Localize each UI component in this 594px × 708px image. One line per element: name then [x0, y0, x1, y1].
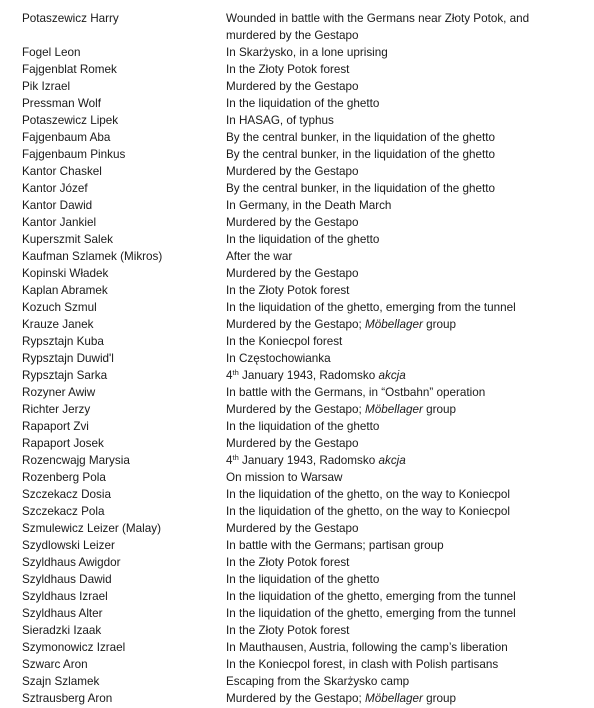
fate-description — [226, 112, 576, 129]
fate-segment: In Germany, in the Death March — [226, 199, 392, 212]
fate-segment: Möbellager — [365, 692, 423, 705]
fate-segment: Escaping from the Skarżysko camp — [226, 675, 410, 688]
person-name: Fajgenbaum Pinkus — [22, 148, 126, 161]
fate-segment: akcja — [378, 369, 406, 382]
fate-segment: In Skarżysko, in a lone uprising — [226, 46, 388, 59]
person-name: Kuperszmit Salek — [22, 233, 113, 246]
fate-description — [226, 401, 576, 418]
person-name: Pik Izrael — [22, 80, 71, 93]
fate-segment: Murdered by the Gestapo — [226, 522, 359, 535]
fate-segment: 4 — [226, 454, 233, 467]
person-name: Kantor Dawid — [22, 199, 93, 212]
fate-segment: January 1943, Radomsko — [238, 454, 379, 467]
person-name: Kantor Jankiel — [22, 216, 97, 229]
person-name: Pressman Wolf — [22, 97, 102, 110]
fate-segment: In the Złoty Potok forest — [226, 63, 350, 76]
fate-segment: In the liquidation of the ghetto, on the way to Koniecpol — [226, 488, 510, 501]
person-name: Richter Jerzy — [22, 403, 91, 416]
fate-segment: group — [422, 403, 456, 416]
fate-segment: By the central bunker, in the liquidation of the ghetto — [226, 131, 495, 144]
fate-description — [226, 350, 576, 367]
fate-segment: Murdered by the Gestapo; — [226, 403, 366, 416]
person-name: Szczekacz Pola — [22, 505, 105, 518]
fate-segment: In Częstochowianka — [226, 352, 331, 365]
fate-segment: 4 — [226, 369, 233, 382]
fate-segment: In the Złoty Potok forest — [226, 556, 350, 569]
fate-segment: Murdered by the Gestapo — [226, 80, 359, 93]
person-name: Rypsztajn Duwid'l — [22, 352, 114, 365]
fate-segment: In the Koniecpol forest — [226, 335, 343, 348]
fate-segment: In the liquidation of the ghetto — [226, 420, 380, 433]
person-name: Szyldhaus Dawid — [22, 573, 112, 586]
fate-description — [226, 588, 576, 605]
person-name: Szymonowicz Izrael — [22, 641, 126, 654]
fate-segment: In Mauthausen, Austria, following the camp’s liberation — [226, 641, 508, 654]
fate-description — [226, 197, 576, 214]
person-name: Szmulewicz Leizer (Malay) — [22, 522, 161, 535]
person-name: Rapaport Josek — [22, 437, 104, 450]
fate-segment: Murdered by the Gestapo; — [226, 692, 366, 705]
fate-segment: After the war — [226, 250, 293, 263]
fate-description — [226, 656, 576, 673]
person-name: Sztrausberg Aron — [22, 692, 113, 705]
fate-description — [226, 146, 576, 163]
fate-segment: On mission to Warsaw — [226, 471, 343, 484]
fate-segment: In the Koniecpol forest, in clash with Polish partisans — [226, 658, 499, 671]
fate-segment: th — [232, 368, 239, 377]
person-name: Rypsztajn Sarka — [22, 369, 108, 382]
fate-segment: By the central bunker, in the liquidation of the ghetto — [226, 182, 495, 195]
fate-description — [226, 44, 576, 61]
fate-description — [226, 486, 576, 503]
person-name: Kantor Chaskel — [22, 165, 102, 178]
fate-segment: In the liquidation of the ghetto — [226, 573, 380, 586]
fate-segment: Murdered by the Gestapo — [226, 267, 359, 280]
fate-segment: Murdered by the Gestapo — [226, 216, 359, 229]
fate-segment: Murdered by the Gestapo — [226, 165, 359, 178]
person-name: Kaplan Abramek — [22, 284, 108, 297]
fate-segment: Möbellager — [365, 403, 423, 416]
fate-segment: January 1943, Radomsko — [238, 369, 379, 382]
person-name: Kozuch Szmul — [22, 301, 97, 314]
fate-description — [226, 418, 576, 435]
fate-segment: group — [422, 692, 456, 705]
fate-segment: In the liquidation of the ghetto, emerging from the tunnel — [226, 607, 516, 620]
fate-description — [226, 452, 576, 469]
fate-description — [226, 554, 576, 571]
fate-description — [226, 571, 576, 588]
person-name: Potaszewicz Lipek — [22, 114, 119, 127]
person-name: Fajgenbaum Aba — [22, 131, 111, 144]
fate-description — [226, 282, 576, 299]
person-name: Szajn Szlamek — [22, 675, 100, 688]
fate-description — [226, 690, 576, 707]
fate-description — [226, 622, 576, 639]
fate-description — [226, 435, 576, 452]
person-name: Rypsztajn Kuba — [22, 335, 104, 348]
person-name: Kopinski Władek — [22, 267, 109, 280]
person-name: Fajgenblat Romek — [22, 63, 117, 76]
fate-description — [226, 61, 576, 78]
fate-description — [226, 537, 576, 554]
fate-description — [226, 639, 576, 656]
fate-segment: Möbellager — [365, 318, 423, 331]
person-name: Rozenberg Pola — [22, 471, 106, 484]
fate-description — [226, 163, 576, 180]
person-name: Rozencwajg Marysia — [22, 454, 130, 467]
person-name: Potaszewicz Harry — [22, 12, 119, 25]
fate-segment: In the liquidation of the ghetto — [226, 233, 380, 246]
fate-segment: In the Złoty Potok forest — [226, 624, 350, 637]
fate-segment: group — [422, 318, 456, 331]
fate-segment: Wounded in battle with the Germans near Złoty Potok, and murdered by the Gestapo — [226, 12, 530, 42]
fate-description — [226, 520, 576, 537]
person-name: Kantor Józef — [22, 182, 88, 195]
fate-description — [226, 469, 576, 486]
person-name: Rapaport Zvi — [22, 420, 89, 433]
fate-description — [226, 95, 576, 112]
fate-segment: In the liquidation of the ghetto, emerging from the tunnel — [226, 590, 516, 603]
fate-description — [226, 265, 576, 282]
fate-segment: Murdered by the Gestapo — [226, 437, 359, 450]
fate-description — [226, 333, 576, 350]
person-name: Sieradzki Izaak — [22, 624, 102, 637]
fate-description — [226, 673, 576, 690]
person-name: Kaufman Szlamek (Mikros) — [22, 250, 163, 263]
fate-segment: Murdered by the Gestapo; — [226, 318, 366, 331]
fate-segment: In the liquidation of the ghetto — [226, 97, 380, 110]
fate-description — [226, 180, 576, 197]
person-name: Szyldhaus Alter — [22, 607, 103, 620]
fate-segment: In the Złoty Potok forest — [226, 284, 350, 297]
fate-segment: In the liquidation of the ghetto, emerging from the tunnel — [226, 301, 516, 314]
fate-segment: th — [232, 453, 239, 462]
fate-description — [226, 503, 576, 520]
person-name: Krauze Janek — [22, 318, 94, 331]
fate-segment: In the liquidation of the ghetto, on the way to Koniecpol — [226, 505, 510, 518]
person-name: Szczekacz Dosia — [22, 488, 111, 501]
fate-description — [226, 299, 576, 316]
fate-description — [226, 248, 576, 265]
fate-segment: akcja — [378, 454, 406, 467]
fate-description — [226, 367, 576, 384]
fate-segment: By the central bunker, in the liquidation of the ghetto — [226, 148, 495, 161]
fate-description — [226, 10, 576, 44]
fate-description — [226, 129, 576, 146]
person-name: Rozyner Awiw — [22, 386, 96, 399]
fate-description — [226, 316, 576, 333]
person-name: Fogel Leon — [22, 46, 81, 59]
person-name: Szydlowski Leizer — [22, 539, 115, 552]
person-name: Szwarc Aron — [22, 658, 88, 671]
person-name: Szyldhaus Izrael — [22, 590, 108, 603]
fate-description — [226, 231, 576, 248]
person-name: Szyldhaus Awigdor — [22, 556, 121, 569]
fate-description — [226, 214, 576, 231]
fate-description — [226, 605, 576, 622]
fate-segment: In battle with the Germans, in “Ostbahn” operation — [226, 386, 486, 399]
fate-segment: In battle with the Germans; partisan group — [226, 539, 444, 552]
fate-description — [226, 384, 576, 401]
fate-description — [226, 78, 576, 95]
fate-segment: In HASAG, of typhus — [226, 114, 334, 127]
